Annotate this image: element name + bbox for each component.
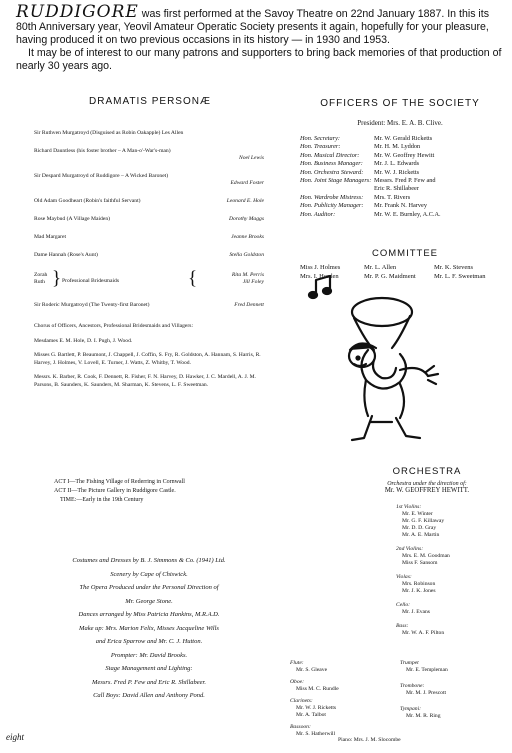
orchestra-section-group [396,504,502,539]
winds-left-column [290,660,339,743]
acts-block [54,478,284,505]
cast-role: Dame Hannah (Rose's Aunt) [34,252,98,258]
committee-member: Mrs. I. Horden [300,273,339,280]
act-two: ACT II—The Picture Gallery in Ruddigore Castle. [54,488,176,494]
musician-name: Mr. S. Gleave [296,667,328,673]
dramatis-heading: DRAMATIS PERSONÆ [89,96,211,107]
cast-list [34,130,264,396]
musician-name: Mr. M. J. Prescott [406,690,447,696]
orchestra-section-group [396,623,502,637]
cast-row [34,198,264,205]
orchestra-director: Mr. W. GEOFFREY HEWITT. [384,487,470,494]
cast-actor: Jeanne Brooks [231,234,264,240]
officer-row [300,143,500,151]
production-credits [34,554,264,703]
musician-name: Mr. E. Templeman [406,667,448,673]
act-one: ACT I—The Fishing Village of Rederring in Cornwall [54,479,185,485]
bridesmaid-actor-1: Rita M. Perris [231,272,264,278]
musician-name: Mr. J. K. Jones [402,588,436,594]
bridesmaid-actors [232,272,264,286]
committee-member: Mr. K. Stevens [434,264,473,271]
instrument-label: Violas: [396,574,412,580]
left-brace-icon: } [52,268,62,289]
winds-right-column [400,660,448,725]
committee-member: Miss J. Holmes [300,264,341,271]
officer-row [300,185,500,193]
instrument-label: Oboe: [290,679,304,685]
musician-name: Mr. D. D. Gray [402,525,437,531]
chorus-misses: Misses G. Bartlett, P. Beaumont, J. Chappell, J. Coffin, S. Fry, R. Goldston, A. Hannam, S. Harris, R. Harvey, J. Holmes, V. Lovell, E. Turner, J. Watts, Z. Whitby, T. Wood. [34,352,261,366]
musician-name: Mr. G. F. Killaway [402,518,445,524]
bridesmaid-ruth: Ruth [34,279,45,285]
musician-name: Mr. E. Winter [402,511,433,517]
officer-name: Messrs. Fred P. Few and [374,177,436,185]
officer-title: Hon. Publicity Manager: [300,202,364,210]
instrument-label: Bassoon: [290,724,311,730]
credit-line: Costumes and Dresses by B. J. Simmons & Co. (1941) Ltd. [72,557,226,564]
officer-row [300,135,500,143]
committee-heading: COMMITTEE [372,248,438,259]
president-line: President: Mrs. E. A. B. Clive. [357,119,443,127]
officer-title: Hon. Auditor: [300,210,336,218]
intro-paragraph [16,2,506,73]
cast-role: Rose Maybud (A Village Maiden) [34,216,110,222]
officer-row [300,160,500,168]
orchestra-subheading: Orchestra under the direction of: [387,481,467,487]
instrument-label: Tympani: [400,706,422,712]
musician-name: Mr. M. R. Ring [406,713,441,719]
musician-name: Mrs. Robinson [402,581,436,587]
cast-row [34,252,264,259]
officer-row [300,211,500,219]
credit-line: Mr. George Stone. [125,597,173,605]
cast-actor: Stella Goldston [229,252,264,258]
bridesmaid-zorah: Zorah [34,272,48,278]
credit-line: Stage Management and Lighting: [105,665,193,672]
officer-name: Mr. Frank N. Harvey [374,202,427,210]
officer-title: Hon. Orchestra Steward: [300,168,364,176]
musician-name: Mr. A. Talbot [296,712,326,718]
orchestra-section [352,466,502,644]
officers-section [300,98,500,219]
bridesmaid-names [34,272,47,286]
officer-title: Hon. Musical Director: [300,151,360,159]
bridesmaid-actor-2: Jill Foley [242,279,264,285]
musician-name: Mrs. E. M. Goodman [402,553,450,559]
officer-name: Mr. H. M. Lyddon [374,143,421,151]
committee-member: Mr. L. F. Sweetman [434,273,486,280]
credit-line: Prompter: Mr. David Brooks. [110,651,188,659]
cast-row [34,173,264,187]
cast-actor: Fred Dennett [234,302,264,308]
cast-role: Richard Dauntless (his foster brother – A Man-o'-War's-man) [34,148,171,154]
officer-name: Mr. W. J. Ricketts [374,168,420,176]
musician-name: Miss M. C. Rundle [296,686,339,692]
musician-name: Miss F. Sansom [402,560,438,566]
cast-row [34,148,264,162]
officer-name: Mrs. T. Rivers [374,193,411,201]
cast-actor: Leonard E. Hole [226,198,264,204]
officers-heading: OFFICERS OF THE SOCIETY [320,98,480,109]
cast-actor: Dorothy Maggs [228,216,264,222]
cast-row [34,302,264,309]
musician-name: Mr. W. A. F. Pilton [402,630,445,636]
credit-line: Scenery by Cape of Chiswick. [110,570,188,578]
credit-line: The Opera Produced under the Personal Direction of [79,584,219,591]
cast-role: Sir Despard Murgatroyd of Ruddigore – A Wicked Baronet) [34,173,169,179]
officer-title: Hon. Business Manager: [300,160,363,168]
intro-line-2: It may be of interest to our many patrons and supporters to bring back memories of that production of nearly 30 years ago. [16,47,502,72]
cast-row [34,234,264,241]
cast-role: Old Adam Goodheart (Robin's faithful Servant) [34,198,141,204]
cast-role: Sir Ruthven Murgatroyd (Disguised as Robin Oakapple) Les Allen [34,130,184,136]
chorus-heading: Chorus of Officers, Ancestors, Professional Bridesmaids and Villagers: [34,323,194,329]
orchestra-section-group [396,574,502,595]
officer-name: Eric R. Shillabeer [374,185,419,193]
credit-line: Dances arranged by Miss Patricia Hankins, M.R.A.D. [78,611,220,618]
musician-name: Mr. A. E. Martin [402,532,440,538]
instrument-label: Flute: [290,660,304,666]
officer-row [300,177,500,185]
musician-name: Mr. S. Hatherwill [296,731,336,737]
cast-row [34,130,264,137]
officer-title: Hon. Secretary: [300,135,340,142]
committee-member: Mr. P. G. Maidment [364,273,416,280]
instrument-label: 2nd Violins: [396,546,424,552]
cast-row [34,216,264,223]
officer-name: Mr. W. Gerald Ricketts [374,135,433,142]
officer-row [300,152,500,160]
officer-name: Mr. W. Geoffrey Hewitt [374,151,435,159]
cast-actor: Edward Foster [230,180,264,186]
instrument-label: Clarinets: [290,698,313,704]
committee-member: Mr. L. Allen [364,264,397,271]
officer-row [300,194,500,202]
instrument-label: Trombone: [400,683,425,689]
officer-row [300,169,500,177]
credit-line: and Erica Sparrow and Mr. C. J. Hutton. [95,638,203,645]
right-brace-icon: { [188,268,198,289]
chorus-messrs: Messrs. K. Barber, R. Cook, F. Dennett, R. Fisher, F. N. Harvey, D. Hawker, J. C. Mardell, A. J. M. Parsons, B. Saunders, K. Saunders, M. Sharman, K. Stevens, L. F. Sweetman. [34,374,256,388]
tuba-player-illustration [296,272,456,452]
instrument-label: Bass: [396,623,409,629]
officer-title [300,185,374,193]
chorus-mesdames: Mesdames E. M. Hole, D. I. Pugh, J. Wood. [34,337,133,344]
piano-credit: Piano: Mrs. J. M. Slocombe [338,737,401,743]
officer-title: Hon. Joint Stage Managers: [300,177,372,185]
bridesmaids-label: Professional Bridesmaids [62,278,120,284]
orchestra-section-group [396,546,502,567]
musician-name: Mr. W. J. Ricketts [296,705,337,711]
instrument-label: Trumpet [400,660,419,666]
cast-role: Mad Margaret [34,234,67,240]
officer-row [300,202,500,210]
intro-line-1: was first performed at the Savoy Theatre on 22nd January 1887. In this its 80th Anniversary year, Yeovil Amateur Operatic Society presents it again, hopefully for your pleasure, having produced it on two previous occasions in its history — in 1930 and 1953. [16,8,490,46]
page-number: eight [6,732,24,742]
musician-name: Mr. J. Evans [402,609,430,615]
cast-role: Sir Roderic Murgatroyd (The Twenty-first Baronet) [34,302,150,308]
credit-line: Make up: Mrs. Marion Felix, Misses Jacqueline Wills [79,624,219,632]
bridesmaids-row [34,270,264,294]
opera-title: RUDDIGORE [16,2,139,22]
credit-line: Messrs. Fred P. Few and Eric R. Shillabeer. [92,678,206,686]
officer-name: Mr. W. E. Burnley, A.C.A. [374,210,441,218]
orchestra-section-group [396,602,502,616]
instrument-label: Cello: [396,602,410,608]
officer-title: Hon. Wardrobe Mistress: [300,193,364,201]
instrument-label: 1st Violins: [396,504,422,510]
credit-line: Call Boys: David Allen and Anthony Pond. [93,692,205,699]
orchestra-heading: ORCHESTRA [392,466,462,477]
officer-title: Hon. Treasurer: [300,143,341,151]
time-setting: TIME:—Early in the 19th Century [60,497,144,503]
officer-name: Mr. J. L. Edwards [374,160,420,168]
cast-actor: Noel Lewis [238,155,264,161]
